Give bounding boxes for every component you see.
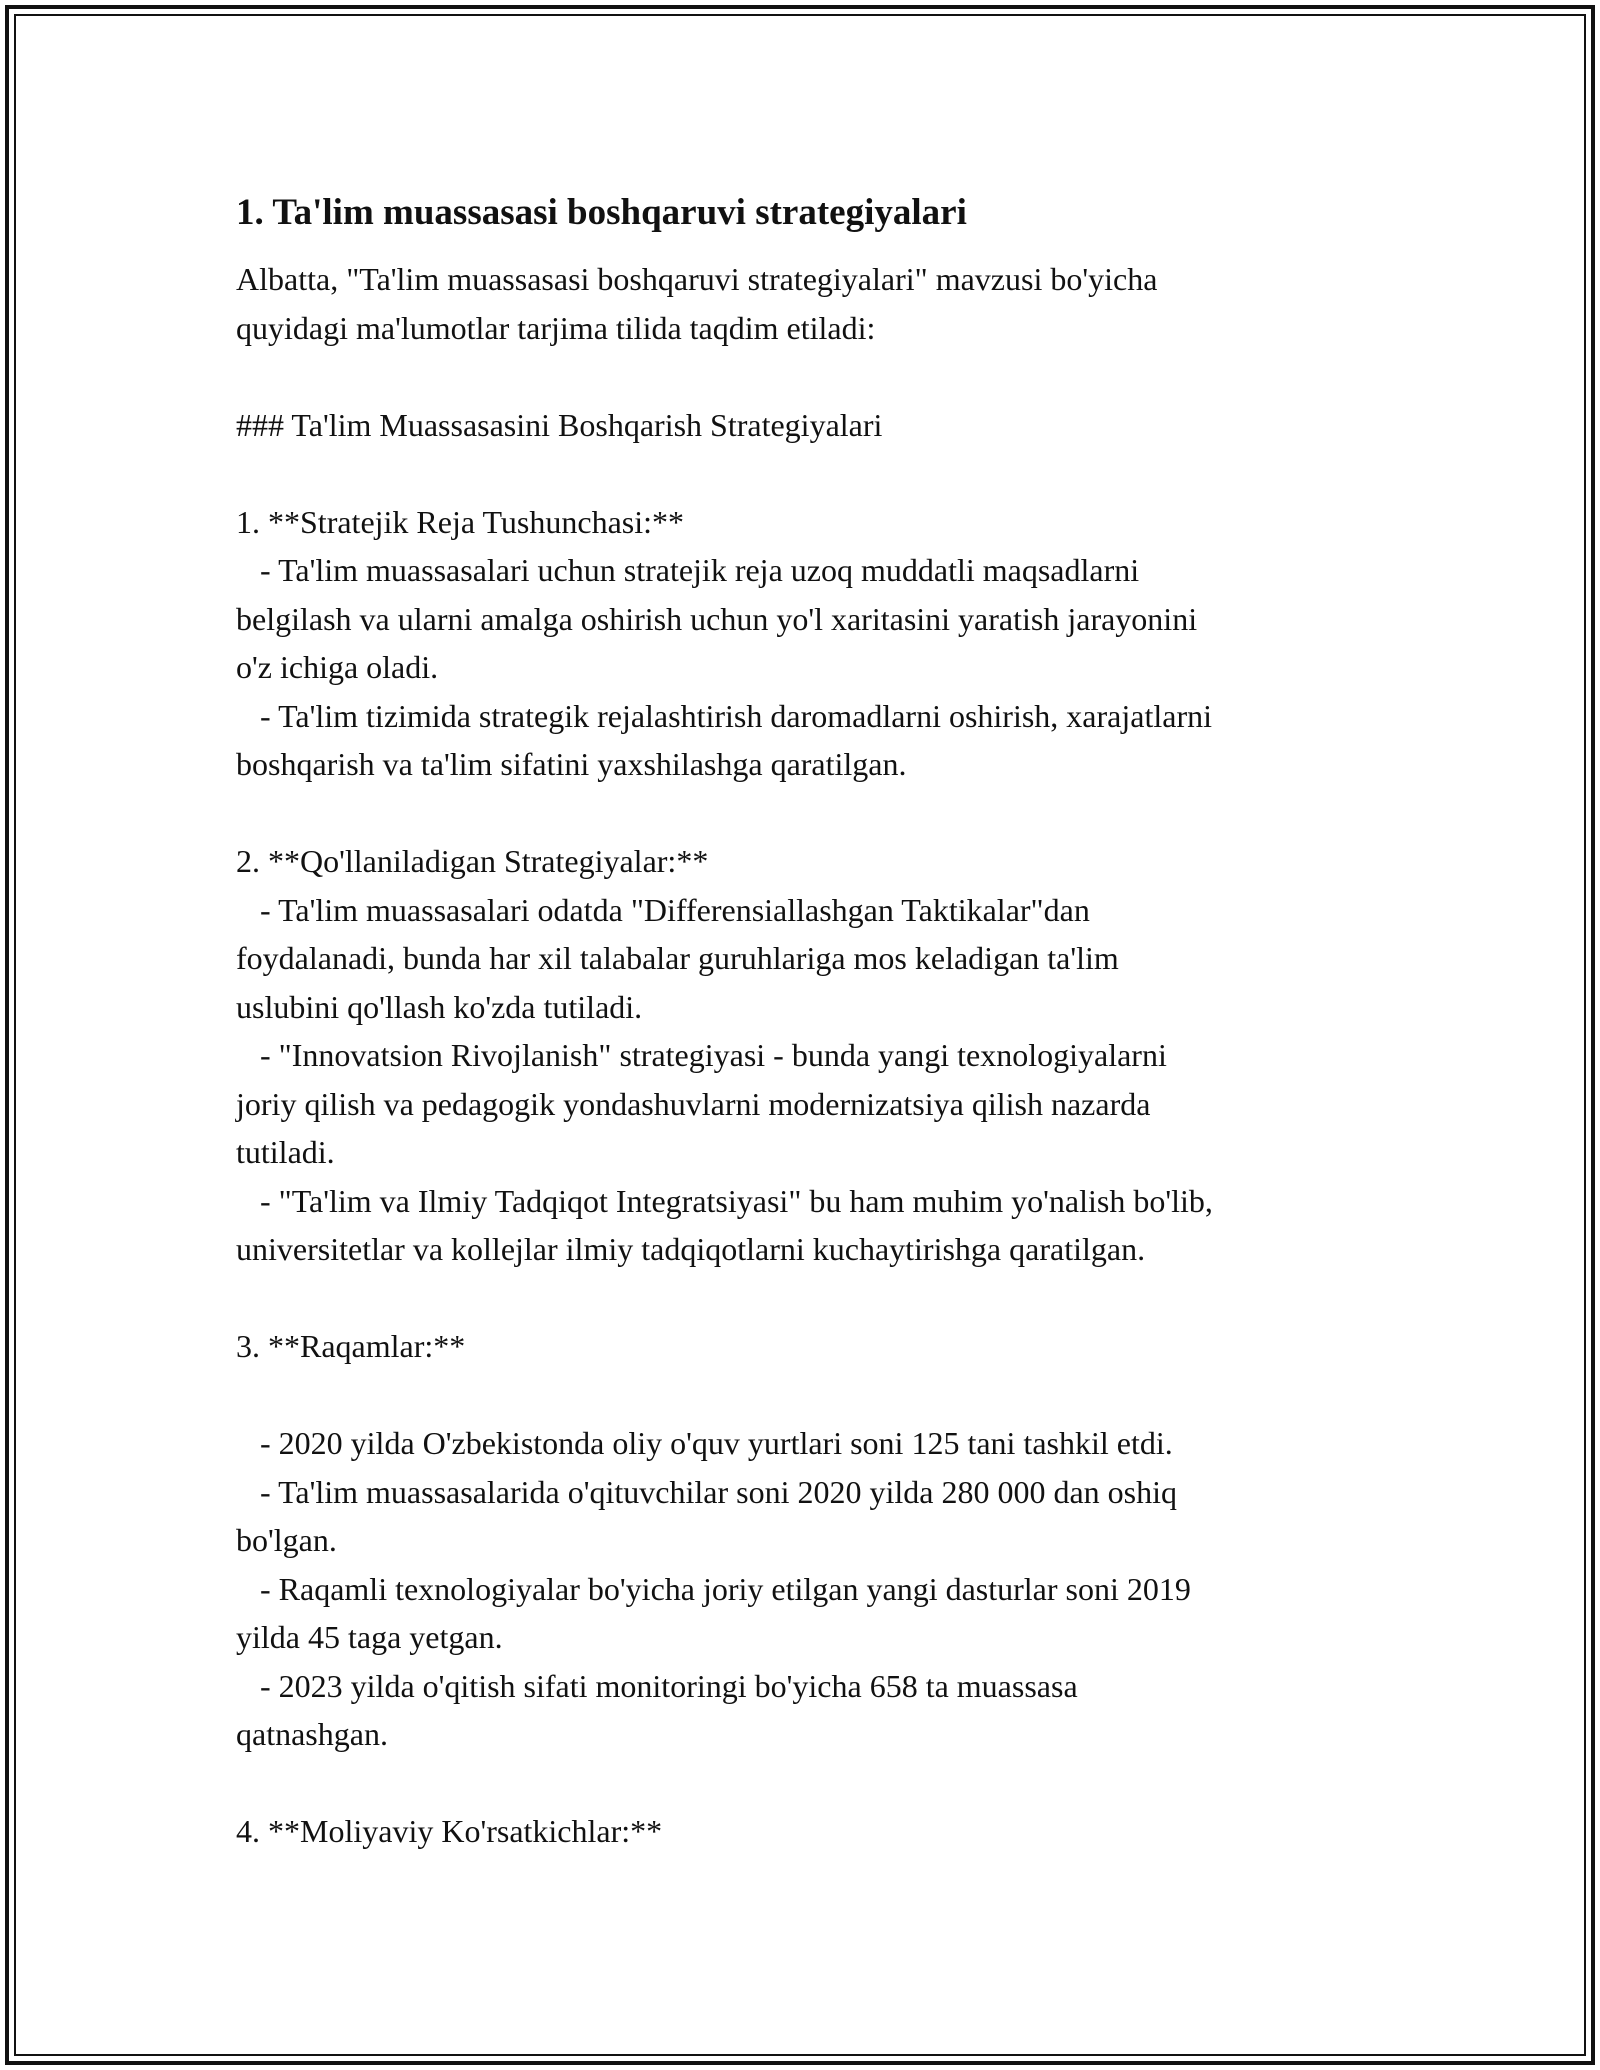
document-heading: 1. Ta'lim muassasasi boshqaruvi strategiyalari (236, 192, 967, 233)
document-content (236, 185, 1366, 1856)
document-body: Albatta, "Ta'lim muassasasi boshqaruvi strategiyalari" mavzusi bo'yicha quyidagi ma'lumotlar tarjima tilida taqdim etiladi: ### Ta'lim Muassasasini Boshqarish Strategiyalari 1. **Stratejik Reja Tushunchasi:** - Ta'lim muassasalari uchun stratejik reja uzoq muddatli maqsadlarni belgilash va ularni amalga oshirish uchun yo'l xaritasini yaratish jarayonini o'z ichiga oladi. - Ta'lim tizimida strategik rejalashtirish daromadlarni oshirish, xarajatlarni boshqarish va ta'lim sifatini yaxshilashga qaratilgan. 2. **Qo'llaniladigan Strategiyalar:** - Ta'lim muassasalari odatda "Differensiallashgan Taktikalar"dan foydalanadi, bunda har xil talabalar guruhlariga mos keladigan ta'lim uslubini qo'llash ko'zda tutiladi. - "Innovatsion Rivojlanish" strategiyasi - bunda yangi texnologiyalarni joriy qilish va pedagogik yondashuvlarni modernizatsiya qilish nazarda tutiladi. - "Ta'lim va Ilmiy Tadqiqot Integratsiyasi" bu ham muhim yo'nalish bo'lib, universitetlar va kollejlar ilmiy tadqiqotlarni kuchaytirishga qaratilgan. 3. **Raqamlar:** - 2020 yilda O'zbekistonda oliy o'quv yurtlari soni 125 tani tashkil etdi. - Ta'lim muassasalarida o'qituvchilar soni 2020 yilda 280 000 dan oshiq bo'lgan. - Raqamli texnologiyalar bo'yicha joriy etilgan yangi dasturlar soni 2019 yilda 45 taga yetgan. - 2023 yilda o'qitish sifati monitoringi bo'yicha 658 ta muassasa qatnashgan. 4. **Moliyaviy Ko'rsatkichlar:** (236, 261, 1213, 1849)
